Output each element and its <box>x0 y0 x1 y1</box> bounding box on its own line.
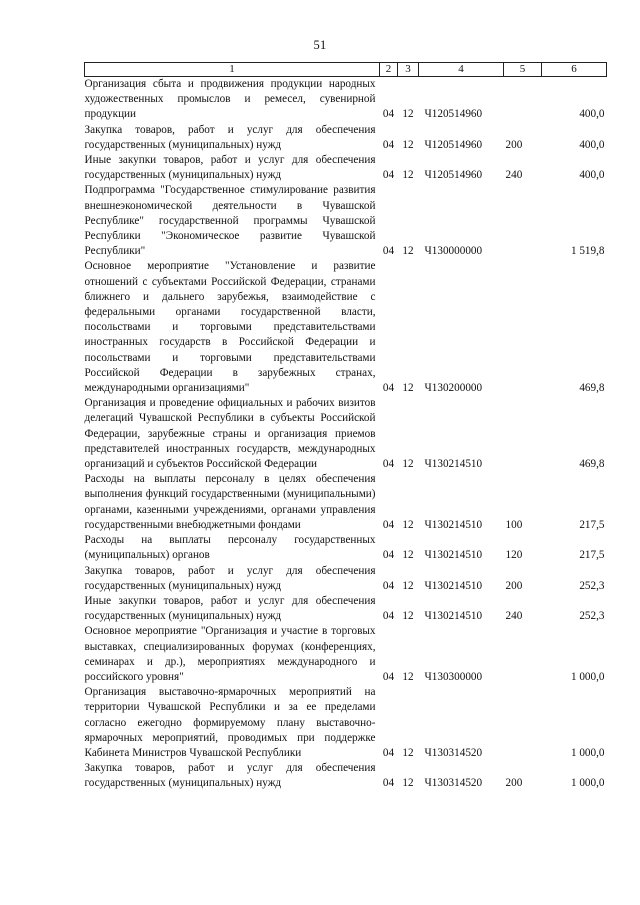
row-subsection: 12 <box>402 169 414 182</box>
row-name: Организация сбыта и продвижения продукции народных художественных промыслов и ремесел, сувенирной продукции <box>84 78 376 121</box>
row-subsection: 12 <box>402 108 414 121</box>
row-expense-type <box>504 183 542 259</box>
row-target-code: Ч130214510 <box>424 458 483 471</box>
row-section: 04 <box>382 138 395 151</box>
table-row <box>85 564 607 594</box>
table-row <box>85 685 607 761</box>
table-row <box>85 123 607 153</box>
row-subsection: 12 <box>402 610 414 623</box>
row-target-code: Ч130214510 <box>424 518 483 531</box>
row-expense-type <box>504 624 542 685</box>
table-row <box>85 183 607 259</box>
table-row <box>85 77 607 123</box>
row-target-code: Ч130214510 <box>424 549 483 562</box>
table-row <box>85 594 607 624</box>
row-subsection: 12 <box>402 138 414 151</box>
row-expense-type: 240 <box>505 610 523 623</box>
row-name: Расходы на выплаты персоналу государственных (муниципальных) органов <box>84 534 376 562</box>
row-subsection: 12 <box>402 518 414 531</box>
row-target-code: Ч130314520 <box>424 777 483 790</box>
row-amount: 400,0 <box>579 108 605 121</box>
row-amount: 1 000,0 <box>570 746 605 759</box>
row-target-code: Ч130214510 <box>424 610 483 623</box>
row-name: Закупка товаров, работ и услуг для обеспечения государственных (муниципальных) нужд <box>84 123 376 151</box>
row-subsection: 12 <box>402 458 414 471</box>
table-row <box>85 533 607 563</box>
row-subsection: 12 <box>402 777 414 790</box>
row-target-code: Ч130314520 <box>424 746 483 759</box>
row-expense-type: 120 <box>505 549 523 562</box>
row-target-code: Ч120514960 <box>424 169 483 182</box>
table-body <box>85 77 607 792</box>
row-name: Организация выставочно-ярмарочных мероприятий на территории Чувашской Республики и за ее пределами согласно ежегодно формируемому плану выставочно-ярмарочных мероприятий, проводимых при поддержке Кабинета Министров Чувашской Республики <box>84 686 376 759</box>
row-amount: 469,8 <box>579 382 605 395</box>
row-name: Закупка товаров, работ и услуг для обеспечения государственных (муниципальных) нужд <box>84 762 376 790</box>
row-section: 04 <box>382 670 395 683</box>
column-header-amount: 6 <box>542 63 607 77</box>
row-amount: 469,8 <box>579 458 605 471</box>
row-section: 04 <box>382 169 395 182</box>
row-name: Иные закупки товаров, работ и услуг для обеспечения государственных (муниципальных) нужд <box>84 594 376 623</box>
row-amount: 400,0 <box>579 138 605 151</box>
row-expense-type: 100 <box>505 518 523 531</box>
row-subsection: 12 <box>402 670 414 683</box>
table-row <box>85 396 607 472</box>
row-section: 04 <box>382 777 395 790</box>
row-target-code: Ч130214510 <box>424 579 483 592</box>
row-section: 04 <box>382 245 395 258</box>
page-number: 51 <box>313 38 327 52</box>
row-section: 04 <box>382 518 395 531</box>
row-section: 04 <box>382 549 395 562</box>
table-row <box>85 259 607 396</box>
row-name: Иные закупки товаров, работ и услуг для обеспечения государственных (муниципальных) нужд <box>84 154 376 182</box>
row-name: Основное мероприятие "Установление и развитие отношений с субъектами Российской Федерации, странами ближнего и дальнего зарубежья, взаимодействие с федеральными органами государственной власти, посольствами и торговыми представительствами иностранных государств в Российской Федерации и посольствами и торговыми представительствами Российской Федерации в зарубежных странах, международными организациями" <box>84 260 376 395</box>
row-expense-type <box>504 259 542 396</box>
row-target-code: Ч120514960 <box>424 138 483 151</box>
row-name: Подпрограмма "Государственное стимулирование развития внешнеэкономической деятельности в Чувашской Республике" государственной программы Чувашской Республики "Экономическое развитие Чувашской Республики" <box>84 184 376 258</box>
row-name: Расходы на выплаты персоналу в целях обеспечения выполнения функций государственными (муниципальными) органами, казенными учреждениями, органами управления государственными внебюджетными фондами <box>84 473 376 531</box>
row-amount: 217,5 <box>579 549 605 562</box>
column-header-subsection: 3 <box>398 63 419 77</box>
table-row <box>85 761 607 791</box>
column-header-target-code: 4 <box>419 63 504 77</box>
row-subsection: 12 <box>402 245 414 258</box>
row-name: Основное мероприятие "Организация и участие в торговых выставках, специализированных форумах (конференциях, семинарах и др.), мероприятиях международного и российского уровня" <box>84 625 376 683</box>
row-target-code: Ч120514960 <box>424 108 483 121</box>
row-section: 04 <box>382 579 395 592</box>
row-amount: 252,3 <box>579 610 605 623</box>
row-name: Закупка товаров, работ и услуг для обеспечения государственных (муниципальных) нужд <box>84 564 376 592</box>
row-target-code: Ч130200000 <box>424 382 483 395</box>
row-amount: 1 000,0 <box>570 670 605 683</box>
row-subsection: 12 <box>402 549 414 562</box>
row-section: 04 <box>382 382 395 395</box>
row-expense-type <box>504 77 542 123</box>
row-target-code: Ч130300000 <box>424 670 483 683</box>
row-section: 04 <box>382 610 395 623</box>
table-header <box>85 63 607 77</box>
table-row <box>85 153 607 183</box>
row-section: 04 <box>382 746 395 759</box>
row-expense-type: 200 <box>505 138 523 151</box>
table-row <box>85 624 607 685</box>
table-row <box>85 472 607 533</box>
row-name: Организация и проведение официальных и рабочих визитов делегаций Чувашской Республики в субъекты Российской Федерации, зарубежные страны и организация приемов представителей иностранных государств, международных организаций и субъектов Российской Федерации <box>84 397 376 471</box>
row-expense-type: 200 <box>505 777 523 790</box>
row-section: 04 <box>382 458 395 471</box>
row-expense-type <box>504 685 542 761</box>
row-subsection: 12 <box>402 382 414 395</box>
row-subsection: 12 <box>402 746 414 759</box>
column-header-name: 1 <box>85 63 380 77</box>
row-amount: 217,5 <box>579 518 605 531</box>
row-amount: 252,3 <box>579 579 605 592</box>
row-target-code: Ч130000000 <box>424 245 483 258</box>
row-section: 04 <box>382 108 395 121</box>
column-header-expense-type: 5 <box>504 63 542 77</box>
row-expense-type <box>504 396 542 472</box>
row-amount: 1 000,0 <box>570 777 605 790</box>
row-amount: 1 519,8 <box>570 245 605 258</box>
column-header-section: 2 <box>380 63 398 77</box>
row-expense-type: 200 <box>505 579 523 592</box>
row-expense-type: 240 <box>505 169 523 182</box>
budget-table <box>84 62 607 792</box>
row-amount: 400,0 <box>579 169 605 182</box>
row-subsection: 12 <box>402 579 414 592</box>
